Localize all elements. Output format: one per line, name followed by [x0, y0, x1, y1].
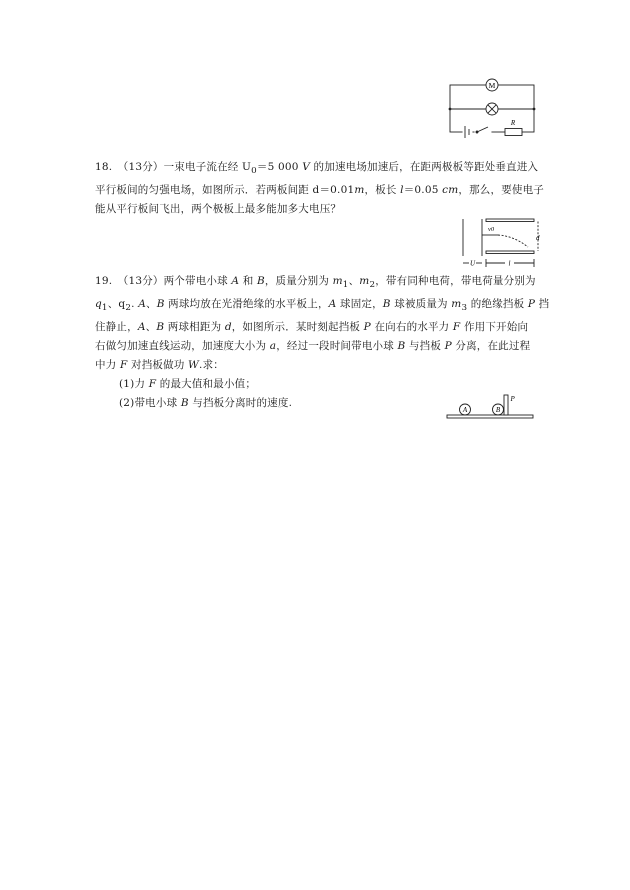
- deflection-figure: [458, 214, 542, 270]
- circuit-diagram: [448, 74, 538, 138]
- question-18: [95, 158, 544, 219]
- l-label: l: [508, 259, 511, 268]
- ball-b-label: B: [495, 406, 501, 414]
- balls-plate-figure: [446, 392, 536, 422]
- q19-line-3: 住静止，A、B 两球相距为 d，如图所示．某时刻起挡板 P 在向右的水平力 F 作用下开始向: [95, 321, 529, 334]
- q19-line-1: 19. （13分）两个带电小球 A 和 B，质量分别为 $m_1$、$m_2$，带有同种电荷，带电荷量分别为: [95, 275, 536, 291]
- u-label: U: [469, 259, 476, 268]
- q18-line-2: 平行板间的匀强电场，如图所示．若两板间距 d＝0.01m，板长 l＝0.05 cm，那么，要使电子: [95, 184, 544, 197]
- q18-line-1: 18. （13分）一束电子流在经 $U_0=5$ 000 V 的加速电场加速后，在距两极板等距处垂直进入: [95, 161, 539, 177]
- resistor-label: R: [510, 119, 516, 127]
- q19-subquestion-2: (2)带电小球 B 与挡板分离时的速度.: [119, 397, 293, 410]
- q19-subquestion-1: (1)力 F 的最大值和最小值；: [119, 378, 257, 391]
- ball-a-label: A: [462, 406, 468, 414]
- d-label: d: [536, 234, 540, 242]
- plate-p-label: P: [510, 395, 515, 403]
- q18-line-3: 能从平行板间飞出，两个极板上最多能加多大电压？: [95, 203, 342, 216]
- motor-label: M: [488, 81, 496, 90]
- q19-line-2: $q_1$、$q_2$. A、B 两球均放在光滑绝缘的水平板上，A 球固定，B 球被质量为 $m_3$ 的绝缘挡板 P 挡: [95, 298, 550, 314]
- q19-line-4: 右做匀加速直线运动，加速度大小为 a，经过一段时间带电小球 B 与挡板 P 分离，在此过程: [95, 340, 531, 353]
- v0-label: v0: [488, 226, 495, 233]
- q19-line-5: 中力 F 对挡板做功 W.求：: [95, 359, 224, 372]
